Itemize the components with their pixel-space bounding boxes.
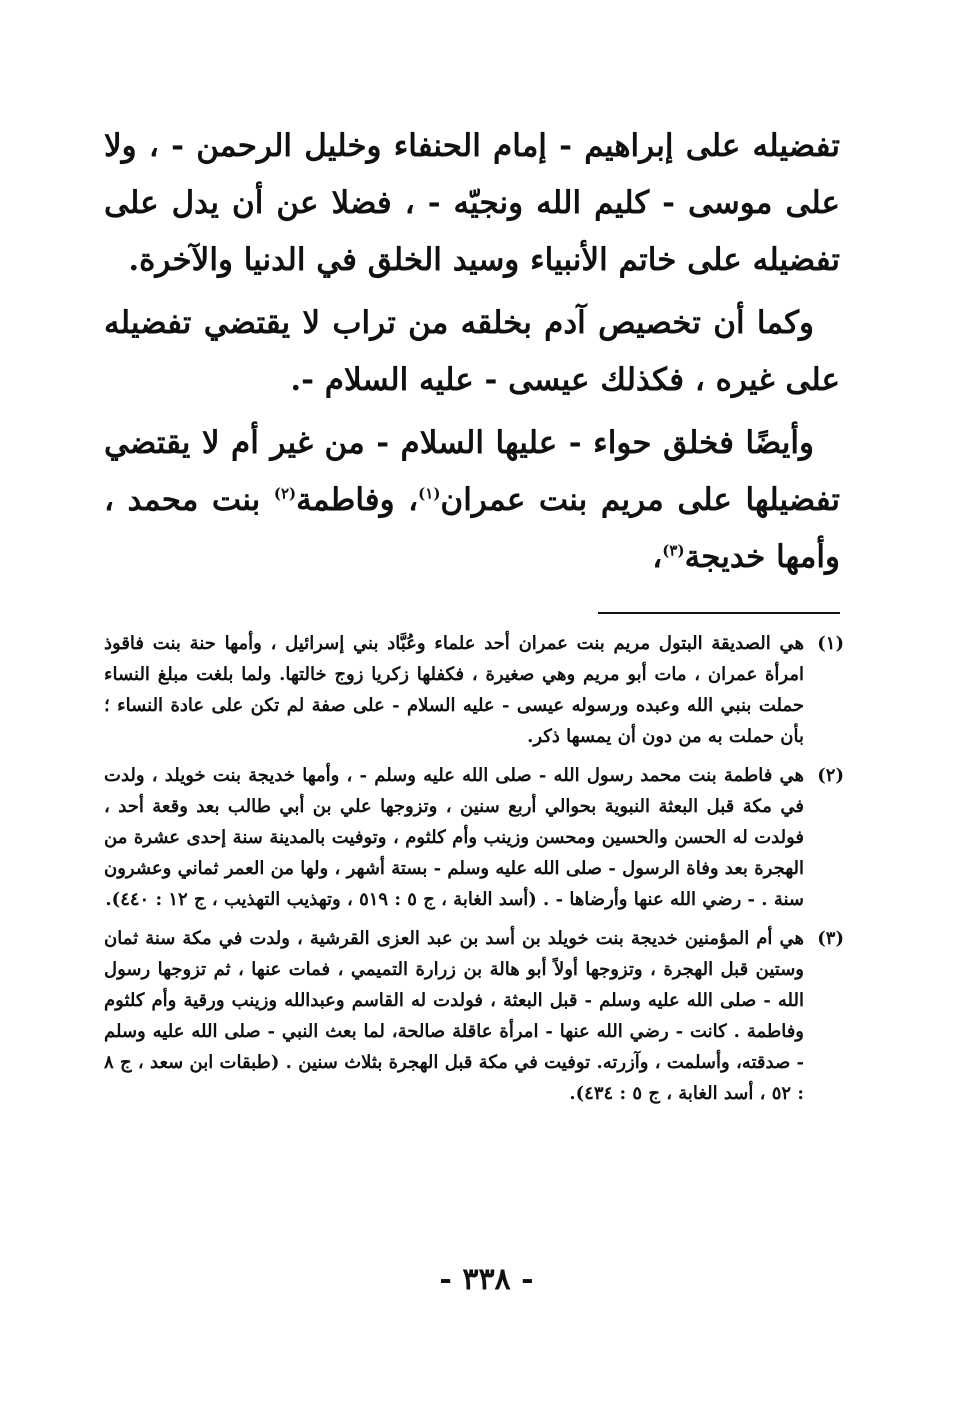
paragraph-3 — [104, 415, 840, 586]
footnote-number: (٣) — [817, 928, 844, 949]
paragraph-text: ، وفاطمة — [296, 482, 419, 518]
footnote-divider — [598, 612, 840, 614]
paragraph-1 — [104, 118, 840, 289]
paragraph-text: وكما أن تخصيص آدم بخلقه من تراب لا يقتضي تفضيله على غيره ، فكذلك عيسى - عليه السلام -. — [104, 305, 840, 398]
paragraph-text: وأيضًا فخلق حواء - عليها السلام - من غير أم لا يقتضي تفضيلها على مريم بنت عمران — [104, 425, 841, 518]
footnote-ref-3[interactable]: (٣) — [662, 541, 685, 560]
footnote-ref-1[interactable]: (١) — [418, 484, 441, 503]
footnote-number: (١) — [817, 633, 844, 654]
footnote-2 — [104, 760, 844, 915]
page-number: - ٣٣٨ - — [439, 1262, 534, 1297]
footnote-1 — [104, 628, 844, 752]
footnote-text: هي أم المؤمنين خديجة بنت خويلد بن أسد بن عبد العزى القرشية ، ولدت في مكة سنة ثمان وستين قبل الهجرة ، وتزوجها أولاً أبو هالة بن زرارة التميمي ، فمات عنها ، ثم تزوجها رسول الله - صلى الله عليه وسلم - قبل البعثة ، فولدت له القاسم وعبدالله وزينب ورقية وأم كلثوم وفاطمة . كانت - رضي الله عنها - امرأة عاقلة صالحة، لما بعث النبي - صلى الله عليه وسلم - صدقته، وأسلمت ، وآزرته. توفيت في مكة قبل الهجرة بثلاث سنين . (طبقات ابن سعد ، ج ٨ : ٥٢ ، أسد الغابة ، ج ٥ : ٤٣٤). — [104, 928, 804, 1104]
footnote-text: هي فاطمة بنت محمد رسول الله - صلى الله عليه وسلم - ، وأمها خديجة بنت خويلد ، ولدت في مكة قبل البعثة النبوية بحوالي أربع سنين ، وتزوجها علي بن أبي طالب بعد وقعة أحد ، فولدت له الحسن والحسين ومحسن وزينب وأم كلثوم ، وتوفيت بالمدينة سنة إحدى عشرة من الهجرة بعد وفاة الرسول - صلى الله عليه وسلم - بستة أشهر ، ولها من العمر ثماني وعشرون سنة . - رضي الله عنها وأرضاها - . (أسد الغابة ، ج ٥ : ٥١٩ ، وتهذيب التهذيب ، ج ١٢ : ٤٤٠). — [104, 765, 804, 910]
footnote-text: هي الصديقة البتول مريم بنت عمران أحد علماء وعُبَّاد بني إسرائيل ، وأمها حنة بنت فاقوذ امرأة عمران ، مات أبو مريم وهي صغيرة ، فكفلها زكريا زوج خالتها. ولما بلغت مبلغ النساء حملت بنبي الله وعبده ورسوله عيسى - عليه السلام - على صفة لم تكن على عادة النساء ؛ بأن حملت به من دون أن يمسها ذكر. — [104, 633, 804, 747]
footnote-number: (٢) — [817, 765, 844, 786]
footnotes — [104, 628, 844, 1117]
main-text — [104, 118, 840, 592]
paragraph-text: ، — [652, 539, 663, 575]
paragraph-text: تفضيله على إبراهيم - إمام الحنفاء وخليل الرحمن - ، ولا على موسى - كليم الله ونجيّه - ، فضلا عن أن يدل على تفضيله على خاتم الأنبياء وسيد الخلق في الدنيا والآخرة. — [104, 128, 840, 278]
paragraph-text: بنت محمد ، وأمها خديجة — [104, 482, 840, 575]
paragraph-2 — [104, 295, 840, 409]
footnote-ref-2[interactable]: (٢) — [273, 484, 297, 503]
footnote-3 — [104, 923, 844, 1109]
